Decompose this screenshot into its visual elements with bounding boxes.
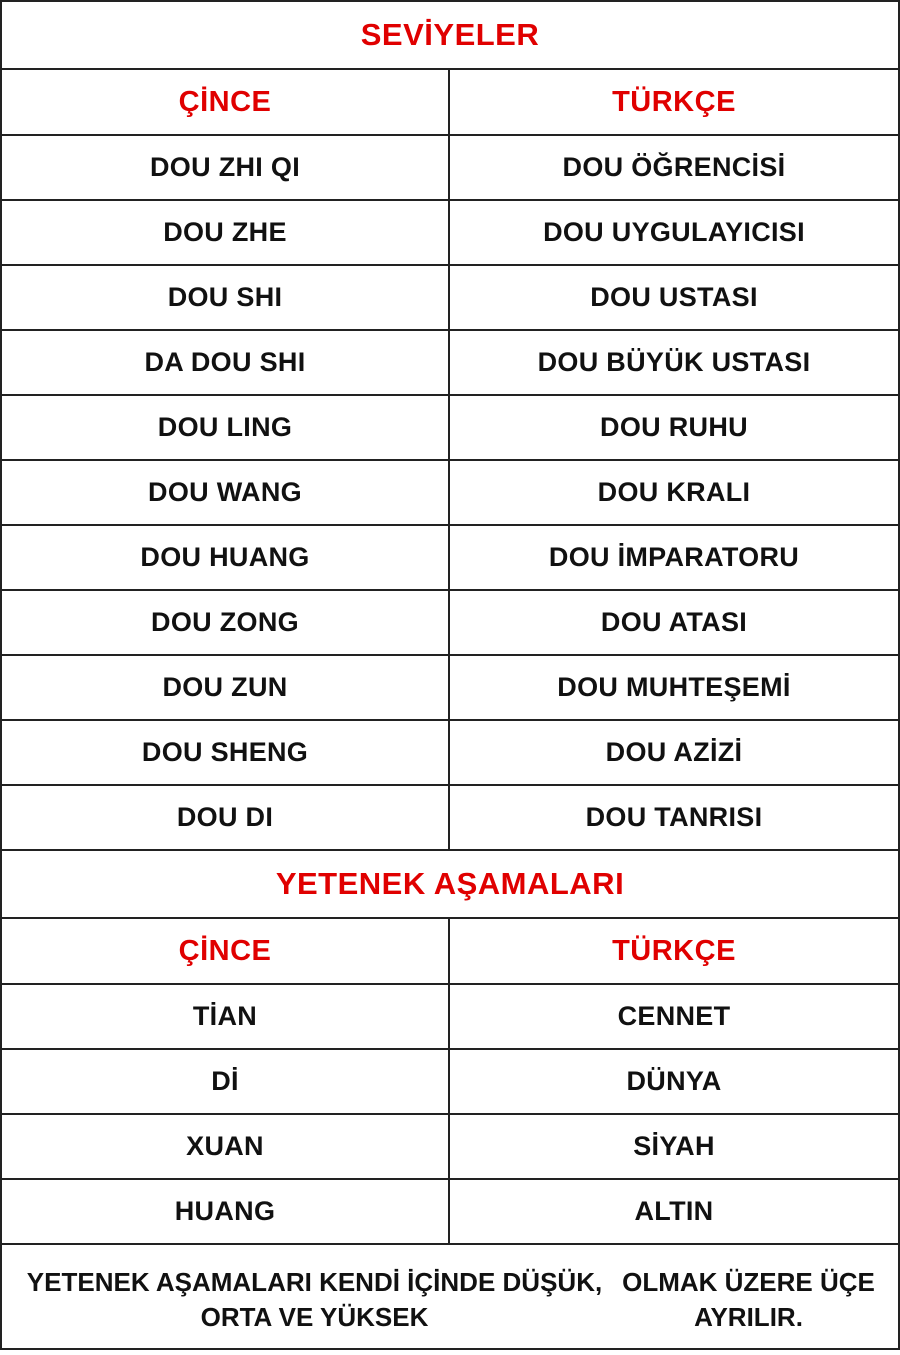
cell-turkish: DOU KRALI (597, 477, 751, 507)
table-row (2, 1050, 898, 1115)
cell-chinese: DOU SHENG (2, 721, 450, 784)
column-header-turkish: TÜRKÇE (612, 934, 736, 967)
cell-chinese: DOU LING (2, 396, 450, 459)
cell-turkish: SİYAH (633, 1131, 715, 1161)
footnote-line-2: OLMAK ÜZERE ÜÇE AYRILIR. (622, 1266, 875, 1332)
column-header-chinese: ÇİNCE (2, 70, 450, 134)
cell-chinese: DOU SHI (2, 266, 450, 329)
cell-chinese: DOU ZHI QI (2, 136, 450, 199)
cell-chinese: DOU DI (2, 786, 450, 849)
cell-turkish: DÜNYA (626, 1066, 722, 1096)
cell-chinese: DA DOU SHI (2, 331, 450, 394)
footnote-row (2, 1245, 898, 1355)
table-row (2, 136, 898, 201)
table-row (2, 985, 898, 1050)
table-row (2, 331, 898, 396)
cell-turkish: DOU RUHU (600, 412, 748, 442)
table-row (2, 201, 898, 266)
cell-turkish: DOU MUHTEŞEMİ (557, 672, 791, 702)
cell-chinese: DOU HUANG (2, 526, 450, 589)
cell-turkish: DOU BÜYÜK USTASI (537, 347, 811, 377)
cell-chinese: TİAN (2, 985, 450, 1048)
cell-chinese: HUANG (2, 1180, 450, 1243)
column-header-turkish: TÜRKÇE (612, 85, 736, 118)
table-row (2, 786, 898, 851)
section-title-talent-stages: YETENEK AŞAMALARI (275, 866, 625, 901)
cell-turkish: ALTIN (634, 1196, 714, 1226)
section-title-levels: SEVİYELER (360, 17, 540, 52)
cell-chinese: DOU ZUN (2, 656, 450, 719)
table-row (2, 2, 898, 70)
table-row (2, 656, 898, 721)
table-row (2, 851, 898, 919)
table-row (2, 591, 898, 656)
cell-chinese: DOU ZHE (2, 201, 450, 264)
table-row (2, 1115, 898, 1180)
table-header-row (2, 919, 898, 985)
cell-turkish: DOU AZİZİ (605, 737, 743, 767)
column-header-chinese: ÇİNCE (2, 919, 450, 983)
table-header-row (2, 70, 898, 136)
table-row (2, 461, 898, 526)
footnote-line-1: YETENEK AŞAMALARI KENDİ İÇİNDE DÜŞÜK, ORTA VE YÜKSEK (26, 1266, 603, 1332)
footnote (2, 1245, 898, 1355)
table-row (2, 526, 898, 591)
cell-chinese: DOU WANG (2, 461, 450, 524)
table-row (2, 266, 898, 331)
cell-chinese: DOU ZONG (2, 591, 450, 654)
table-row (2, 721, 898, 786)
cell-chinese: XUAN (2, 1115, 450, 1178)
cell-turkish: DOU İMPARATORU (548, 542, 800, 572)
cell-turkish: DOU UYGULAYICISI (543, 217, 805, 247)
table-row (2, 396, 898, 461)
cell-turkish: DOU USTASI (590, 282, 758, 312)
cell-turkish: CENNET (617, 1001, 731, 1031)
cell-turkish: DOU TANRISI (585, 802, 763, 832)
cell-turkish: DOU ATASI (600, 607, 748, 637)
cell-turkish: DOU ÖĞRENCİSİ (562, 152, 786, 182)
table-row (2, 1180, 898, 1245)
cell-chinese: Dİ (2, 1050, 450, 1113)
